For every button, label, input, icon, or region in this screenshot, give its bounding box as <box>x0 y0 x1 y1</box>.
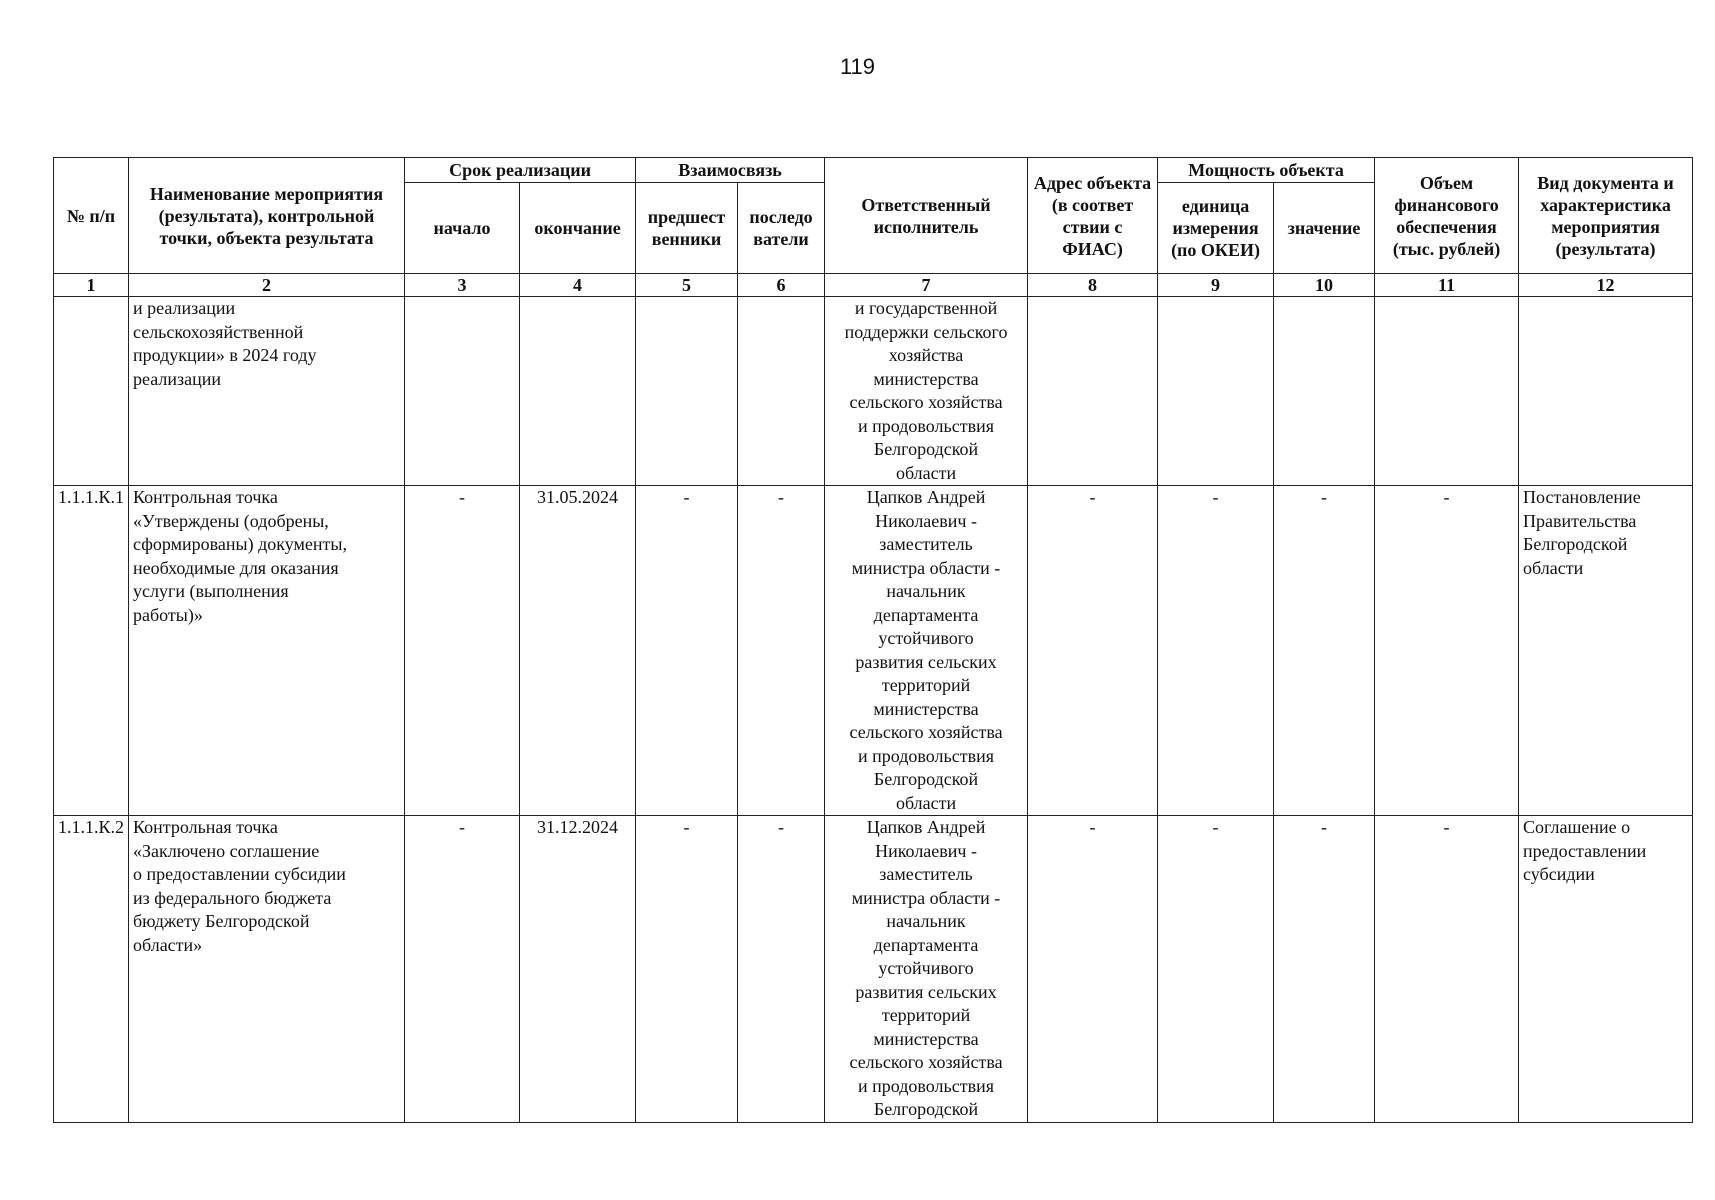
header-address: Адрес объекта (в соответ ствии с ФИАС) <box>1028 158 1158 274</box>
row-financing: - <box>1375 816 1519 1123</box>
header-name: Наименование мероприятия (результата), контрольной точки, объекта результата <box>129 158 405 274</box>
header-successors: последо ватели <box>738 183 825 274</box>
row-financing: - <box>1375 486 1519 816</box>
column-number: 7 <box>825 274 1028 297</box>
column-number: 6 <box>738 274 825 297</box>
row-value: - <box>1274 486 1375 816</box>
row-start: - <box>405 486 520 816</box>
page-number: 119 <box>839 54 876 79</box>
row-successors: - <box>738 816 825 1123</box>
row-predecessors: - <box>636 486 738 816</box>
row-end: 31.12.2024 <box>520 816 636 1123</box>
column-number: 3 <box>405 274 520 297</box>
row-predecessors: - <box>636 816 738 1123</box>
row-responsible: Цапков Андрей Николаевич - заместитель министра области - начальник департамента устойчивого развития сельских территорий министерства сельского хозяйства и продовольствия Белгородской <box>825 816 1028 1123</box>
row-unit: - <box>1158 486 1274 816</box>
row-address: - <box>1028 486 1158 816</box>
row-value <box>1274 297 1375 486</box>
row-responsible: Цапков Андрей Николаевич - заместитель министра области - начальник департамента устойчивого развития сельских территорий министерства сельского хозяйства и продовольствия Белгородской области <box>825 486 1028 816</box>
header-unit: единица измерения (по ОКЕИ) <box>1158 183 1274 274</box>
row-value: - <box>1274 816 1375 1123</box>
row-successors <box>738 297 825 486</box>
column-number: 12 <box>1519 274 1693 297</box>
header-document: Вид документа и характеристика мероприятия (результата) <box>1519 158 1693 274</box>
row-financing <box>1375 297 1519 486</box>
column-number: 11 <box>1375 274 1519 297</box>
header-start: начало <box>405 183 520 274</box>
column-number: 1 <box>54 274 129 297</box>
header-group-link: Взаимосвязь <box>636 158 825 183</box>
header-num: № п/п <box>54 158 129 274</box>
row-end <box>520 297 636 486</box>
row-name: и реализации сельскохозяйственной продукции» в 2024 году реализации <box>129 297 405 486</box>
row-document: Соглашение о предоставлении субсидии <box>1519 816 1693 1123</box>
header-predecessors: предшест венники <box>636 183 738 274</box>
header-row-top <box>54 158 1693 183</box>
row-responsible: и государственной поддержки сельского хозяйства министерства сельского хозяйства и продовольствия Белгородской области <box>825 297 1028 486</box>
row-start: - <box>405 816 520 1123</box>
row-start <box>405 297 520 486</box>
row-end: 31.05.2024 <box>520 486 636 816</box>
row-name: Контрольная точка «Утверждены (одобрены, сформированы) документы, необходимые для оказания услуги (выполнения работы)» <box>129 486 405 816</box>
row-predecessors <box>636 297 738 486</box>
row-successors: - <box>738 486 825 816</box>
header-group-term: Срок реализации <box>405 158 636 183</box>
column-numbers-row <box>54 274 1693 297</box>
row-unit: - <box>1158 816 1274 1123</box>
header-responsible: Ответственный исполнитель <box>825 158 1028 274</box>
column-number: 9 <box>1158 274 1274 297</box>
column-number: 2 <box>129 274 405 297</box>
row-num: 1.1.1.К.2 <box>54 816 129 1123</box>
row-num: 1.1.1.К.1 <box>54 486 129 816</box>
row-unit <box>1158 297 1274 486</box>
row-address <box>1028 297 1158 486</box>
header-financing: Объем финансового обеспечения (тыс. рублей) <box>1375 158 1519 274</box>
header-end: окончание <box>520 183 636 274</box>
table-row <box>54 816 1693 1123</box>
table-row <box>54 486 1693 816</box>
column-number: 8 <box>1028 274 1158 297</box>
column-number: 10 <box>1274 274 1375 297</box>
column-number: 4 <box>520 274 636 297</box>
column-number: 5 <box>636 274 738 297</box>
row-document <box>1519 297 1693 486</box>
header-value: значение <box>1274 183 1375 274</box>
activities-table <box>53 157 1693 1123</box>
header-group-power: Мощность объекта <box>1158 158 1375 183</box>
row-name: Контрольная точка «Заключено соглашение о предоставлении субсидии из федерального бюджета бюджету Белгородской области» <box>129 816 405 1123</box>
row-num <box>54 297 129 486</box>
row-document: Постановление Правительства Белгородской области <box>1519 486 1693 816</box>
row-address: - <box>1028 816 1158 1123</box>
table-row <box>54 297 1693 486</box>
